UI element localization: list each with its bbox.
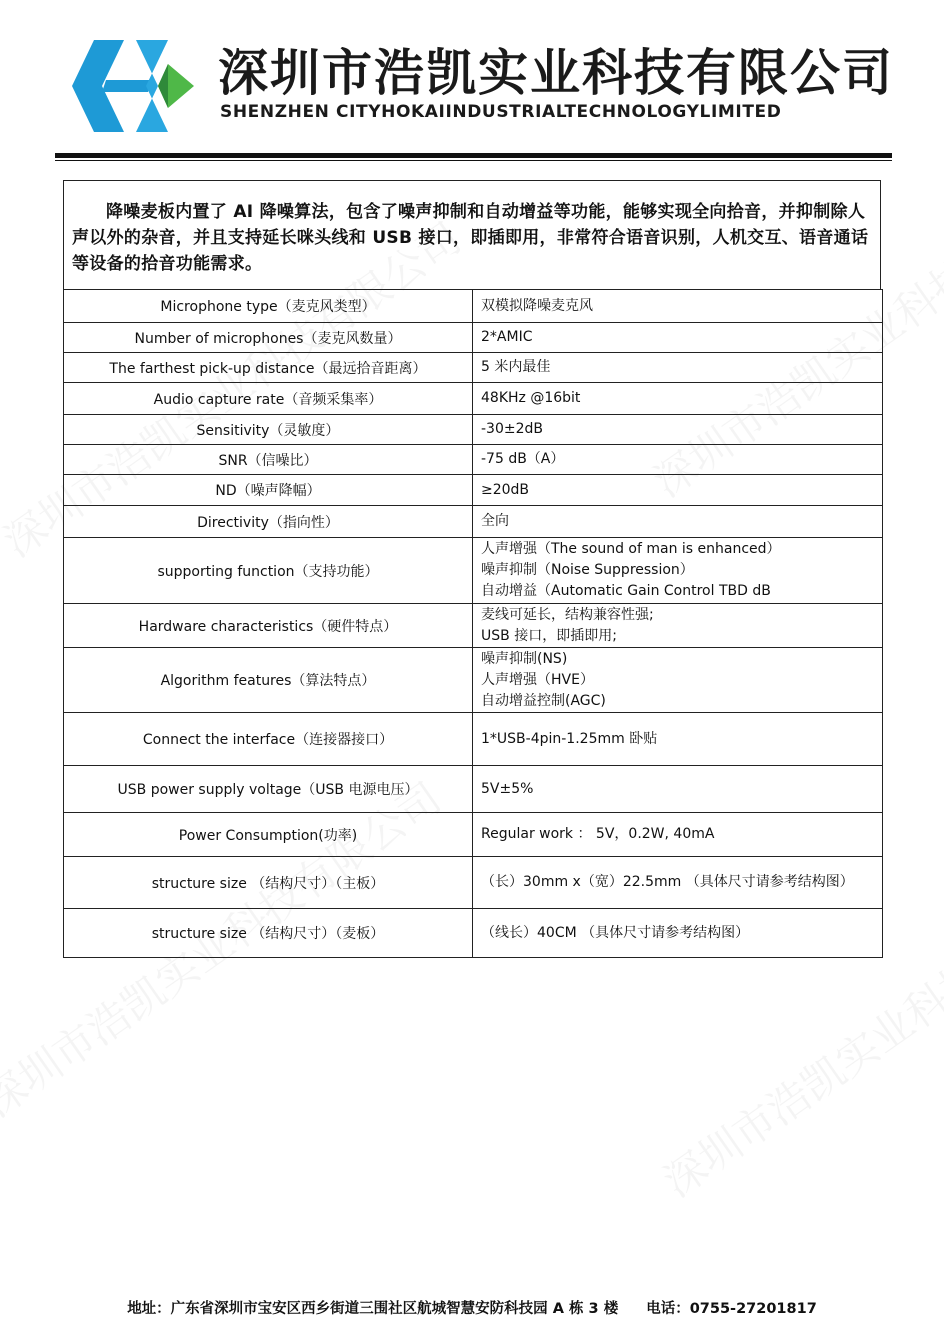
table-row <box>64 909 883 958</box>
spec-label: Number of microphones（麦克风数量） <box>64 323 473 353</box>
spec-value-line: ≥20dB <box>481 481 530 498</box>
table-row <box>64 445 883 475</box>
spec-value-line: 5 米内最佳 <box>481 359 551 375</box>
table-row <box>64 290 883 323</box>
spec-value <box>473 323 883 353</box>
spec-value <box>473 604 883 648</box>
spec-value-line: 48KHz @16bit <box>481 390 581 406</box>
table-row <box>64 604 883 648</box>
spec-label: Audio capture rate（音频采集率） <box>64 383 473 415</box>
company-name-en: SHENZHEN CITYHOKAIINDUSTRIALTECHNOLOGYLIMITED <box>220 102 782 122</box>
spec-label: USB power supply voltage（USB 电源电压） <box>64 766 473 813</box>
table-row <box>64 383 883 415</box>
spec-label: The farthest pick-up distance（最远拾音距离） <box>64 353 473 383</box>
spec-value-line: 噪声抑制(NS) <box>481 650 568 667</box>
spec-value-line: （线长）40CM （具体尺寸请参考结构图） <box>481 924 750 941</box>
footer <box>0 1297 944 1318</box>
spec-label: structure size （结构尺寸）（主板） <box>64 857 473 909</box>
spec-value-line: 自动增益（Automatic Gain Control TBD dB <box>481 583 771 599</box>
spec-value <box>473 475 883 506</box>
spec-value <box>473 813 883 857</box>
spec-label: supporting function（支持功能） <box>64 538 473 604</box>
header-rule-thick <box>55 153 892 158</box>
table-row <box>64 353 883 383</box>
spec-label: Directivity（指向性） <box>64 506 473 538</box>
spec-value-line: 麦线可延长，结构兼容性强; <box>481 606 654 623</box>
spec-value-line: 人声增强（HVE） <box>481 671 594 688</box>
spec-label: Algorithm features（算法特点） <box>64 648 473 713</box>
intro-box <box>63 180 881 289</box>
table-row <box>64 415 883 445</box>
spec-value-line: 全向 <box>481 513 509 529</box>
spec-value <box>473 766 883 813</box>
table-row <box>64 766 883 813</box>
company-name-cn: 深圳市浩凯实业科技有限公司 <box>218 44 894 102</box>
spec-label: Connect the interface（连接器接口） <box>64 713 473 766</box>
footer-phone: 电话：0755-27201817 <box>646 1301 817 1317</box>
spec-value <box>473 383 883 415</box>
table-row <box>64 538 883 604</box>
spec-value-line: Regular work ： 5V，0.2W, 40mA <box>481 826 715 842</box>
spec-value-line: 人声增强（The sound of man is enhanced） <box>481 541 781 557</box>
table-row <box>64 475 883 506</box>
spec-value <box>473 415 883 445</box>
spec-label: structure size （结构尺寸）（麦板） <box>64 909 473 958</box>
spec-value <box>473 909 883 958</box>
spec-value <box>473 857 883 909</box>
footer-address: 地址：广东省深圳市宝安区西乡街道三围社区航城智慧安防科技园 A 栋 3 楼 <box>127 1301 619 1317</box>
table-row <box>64 506 883 538</box>
spec-value-line: 2*AMIC <box>481 329 533 345</box>
spec-value <box>473 290 883 323</box>
spec-value-line: 双模拟降噪麦克风 <box>481 297 593 314</box>
table-row <box>64 323 883 353</box>
spec-value <box>473 713 883 766</box>
spec-value <box>473 538 883 604</box>
company-logo-icon <box>72 40 198 132</box>
table-row <box>64 813 883 857</box>
spec-value <box>473 506 883 538</box>
header-rule-thin <box>55 160 892 161</box>
spec-value-line: -30±2dB <box>481 421 543 437</box>
spec-value-line: （长）30mm x（宽）22.5mm （具体尺寸请参考结构图） <box>481 874 854 890</box>
table-row <box>64 857 883 909</box>
spec-value-line: 5V±5% <box>481 780 534 797</box>
spec-table <box>63 289 883 958</box>
spec-value-line: 自动增益控制(AGC) <box>481 692 606 709</box>
spec-value <box>473 648 883 713</box>
spec-label: SNR（信噪比） <box>64 445 473 475</box>
table-row <box>64 713 883 766</box>
spec-label: Power Consumption(功率) <box>64 813 473 857</box>
spec-value <box>473 445 883 475</box>
spec-value-line: 噪声抑制（Noise Suppression） <box>481 562 694 578</box>
spec-label: Hardware characteristics（硬件特点） <box>64 604 473 648</box>
intro-text: 降噪麦板内置了 AI 降噪算法，包含了噪声抑制和自动增益等功能，能够实现全向拾音，并抑制除人声以外的杂音，并且支持延长咪头线和 USB 接口，即插即用，非常符合语音识别，人机交互、语音通话等设备的拾音功能需求。 <box>72 202 869 274</box>
spec-value-line: -75 dB（A） <box>481 451 565 467</box>
spec-value-line: 1*USB-4pin-1.25mm 卧贴 <box>481 730 658 747</box>
spec-label: ND（噪声降幅） <box>64 475 473 506</box>
table-row <box>64 648 883 713</box>
spec-label: Sensitivity（灵敏度） <box>64 415 473 445</box>
spec-value <box>473 353 883 383</box>
spec-value-line: USB 接口，即插即用; <box>481 627 617 644</box>
spec-label: Microphone type（麦克风类型） <box>64 290 473 323</box>
letterhead <box>0 0 944 165</box>
